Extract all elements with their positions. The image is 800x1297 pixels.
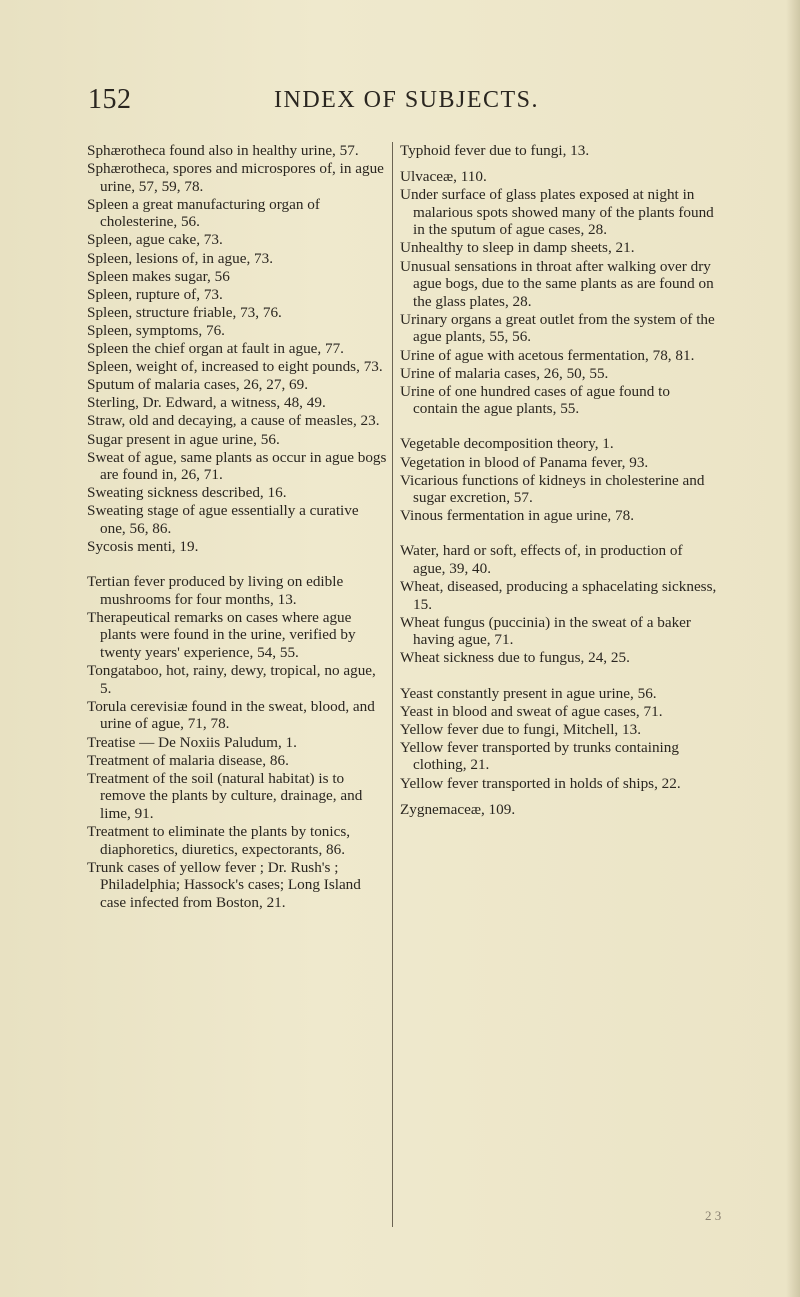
footer-pencil-mark: 2 3: [705, 1208, 722, 1223]
index-entry: Vegetable decomposition theory, 1.: [400, 435, 614, 453]
index-entry: Water, hard or soft, effects of, in production of ague, 39, 40.: [400, 542, 683, 577]
index-entry: Spleen the chief organ at fault in ague, 77.: [87, 340, 344, 358]
index-entry: Spleen, weight of, increased to eight pounds, 73.: [87, 358, 383, 376]
index-entry: Treatment of malaria disease, 86.: [87, 751, 289, 769]
index-entry: Treatise — De Noxiis Paludum, 1.: [87, 733, 297, 751]
index-entry: Spleen a great manufacturing organ of cholesterine, 56.: [87, 195, 320, 231]
index-entry: Vinous fermentation in ague urine, 78.: [400, 507, 635, 525]
index-entry: Sphærotheca, spores and microspores of, in ague urine, 57, 59, 78.: [87, 160, 384, 195]
index-entry: Wheat sickness due to fungus, 24, 25.: [400, 649, 630, 667]
index-entry: Sweating stage of ague essentially a curative one, 56, 86.: [87, 502, 359, 537]
index-entry: Sugar present in ague urine, 56.: [87, 430, 280, 448]
index-entry: Yellow fever transported by trunks containing clothing, 21.: [400, 738, 679, 774]
index-entry: Wheat, diseased, producing a sphacelating sickness, 15.: [400, 578, 717, 613]
index-entry: Spleen, structure friable, 73, 76.: [87, 303, 282, 321]
index-entry: Urinary organs a great outlet from the system of the ague plants, 55, 56.: [400, 310, 715, 346]
index-entry: Unusual sensations in throat after walking over dry ague bogs, due to the same plants as are found on the glass plates, 28.: [400, 257, 714, 310]
letter-group-gap: [87, 556, 387, 573]
index-entry: Zygnemaceæ, 109.: [400, 800, 516, 818]
index-entry: Spleen, rupture of, 73.: [87, 285, 223, 303]
index-entry: Yeast constantly present in ague urine, 56.: [400, 684, 657, 702]
index-entry: Spleen, ague cake, 73.: [87, 231, 223, 249]
index-entry: Urine of malaria cases, 26, 50, 55.: [400, 364, 609, 382]
index-entry: Tongataboo, hot, rainy, dewy, tropical, no ague, 5.: [87, 662, 376, 697]
letter-group-gap: [400, 668, 718, 685]
index-column-right: [400, 142, 718, 819]
page-number: 152: [88, 84, 132, 115]
index-entry: Treatment of the soil (natural habitat) is to remove the plants by culture, drainage, and lime, 91.: [87, 769, 363, 822]
index-entry: Sphærotheca found also in healthy urine, 57.: [87, 142, 359, 159]
letter-group-gap: [400, 418, 718, 435]
index-entry: Typhoid fever due to fungi, 13.: [400, 142, 590, 159]
letter-group-gap: [400, 793, 718, 801]
letter-group-gap: [400, 160, 718, 168]
column-divider: [392, 142, 393, 1227]
index-column-left: [87, 142, 387, 912]
index-entry: Spleen, symptoms, 76.: [87, 321, 225, 339]
index-entry: Sweat of ague, same plants as occur in ague bogs are found in, 26, 71.: [87, 448, 387, 484]
index-entry: Straw, old and decaying, a cause of measles, 23.: [87, 412, 380, 430]
index-entry: Sweating sickness described, 16.: [87, 484, 287, 502]
index-entry: Sycosis menti, 19.: [87, 538, 199, 556]
letter-group-gap: [400, 525, 718, 542]
index-entry: Tertian fever produced by living on edible mushrooms for four months, 13.: [87, 573, 344, 608]
running-title: INDEX OF SUBJECTS.: [274, 87, 540, 113]
index-entry: Vegetation in blood of Panama fever, 93.: [400, 453, 649, 471]
index-entry: Spleen makes sugar, 56: [87, 267, 230, 285]
page-edge-shadow: [786, 0, 800, 1297]
index-entry: Unhealthy to sleep in damp sheets, 21.: [400, 239, 635, 257]
index-entry: Yellow fever due to fungi, Mitchell, 13.: [400, 720, 641, 738]
index-entry: Wheat fungus (puccinia) in the sweat of a baker having ague, 71.: [400, 613, 691, 649]
index-entry: Trunk cases of yellow fever ; Dr. Rush's ; Philadelphia; Hassock's cases; Long Island case infected from Boston, 21.: [87, 858, 361, 911]
index-entry: Treatment to eliminate the plants by tonics, diaphoretics, diuretics, expectorants, 86.: [87, 822, 351, 858]
index-entry: Vicarious functions of kidneys in cholesterine and sugar excretion, 57.: [400, 471, 705, 507]
index-entry: Spleen, lesions of, in ague, 73.: [87, 249, 274, 267]
index-entry: Under surface of glass plates exposed at night in malarious spots showed many of the plants found in the sputum of ague cases, 28.: [400, 186, 714, 239]
index-entry: Torula cerevisiæ found in the sweat, blood, and urine of ague, 71, 78.: [87, 697, 375, 733]
index-entry: Yeast in blood and sweat of ague cases, 71.: [400, 702, 663, 720]
index-entry: Sputum of malaria cases, 26, 27, 69.: [87, 376, 309, 394]
index-entry: Urine of ague with acetous fermentation, 78, 81.: [400, 346, 695, 364]
index-entry: Urine of one hundred cases of ague found to contain the ague plants, 55.: [400, 382, 670, 418]
index-entry: Yellow fever transported in holds of ships, 22.: [400, 774, 681, 792]
index-entry: Ulvaceæ, 110.: [400, 168, 487, 186]
page-header: [88, 84, 728, 118]
index-entry: Sterling, Dr. Edward, a witness, 48, 49.: [87, 394, 326, 412]
index-entry: Therapeutical remarks on cases where ague plants were found in the urine, verified by twenty years' experience, 54, 55.: [87, 608, 356, 662]
